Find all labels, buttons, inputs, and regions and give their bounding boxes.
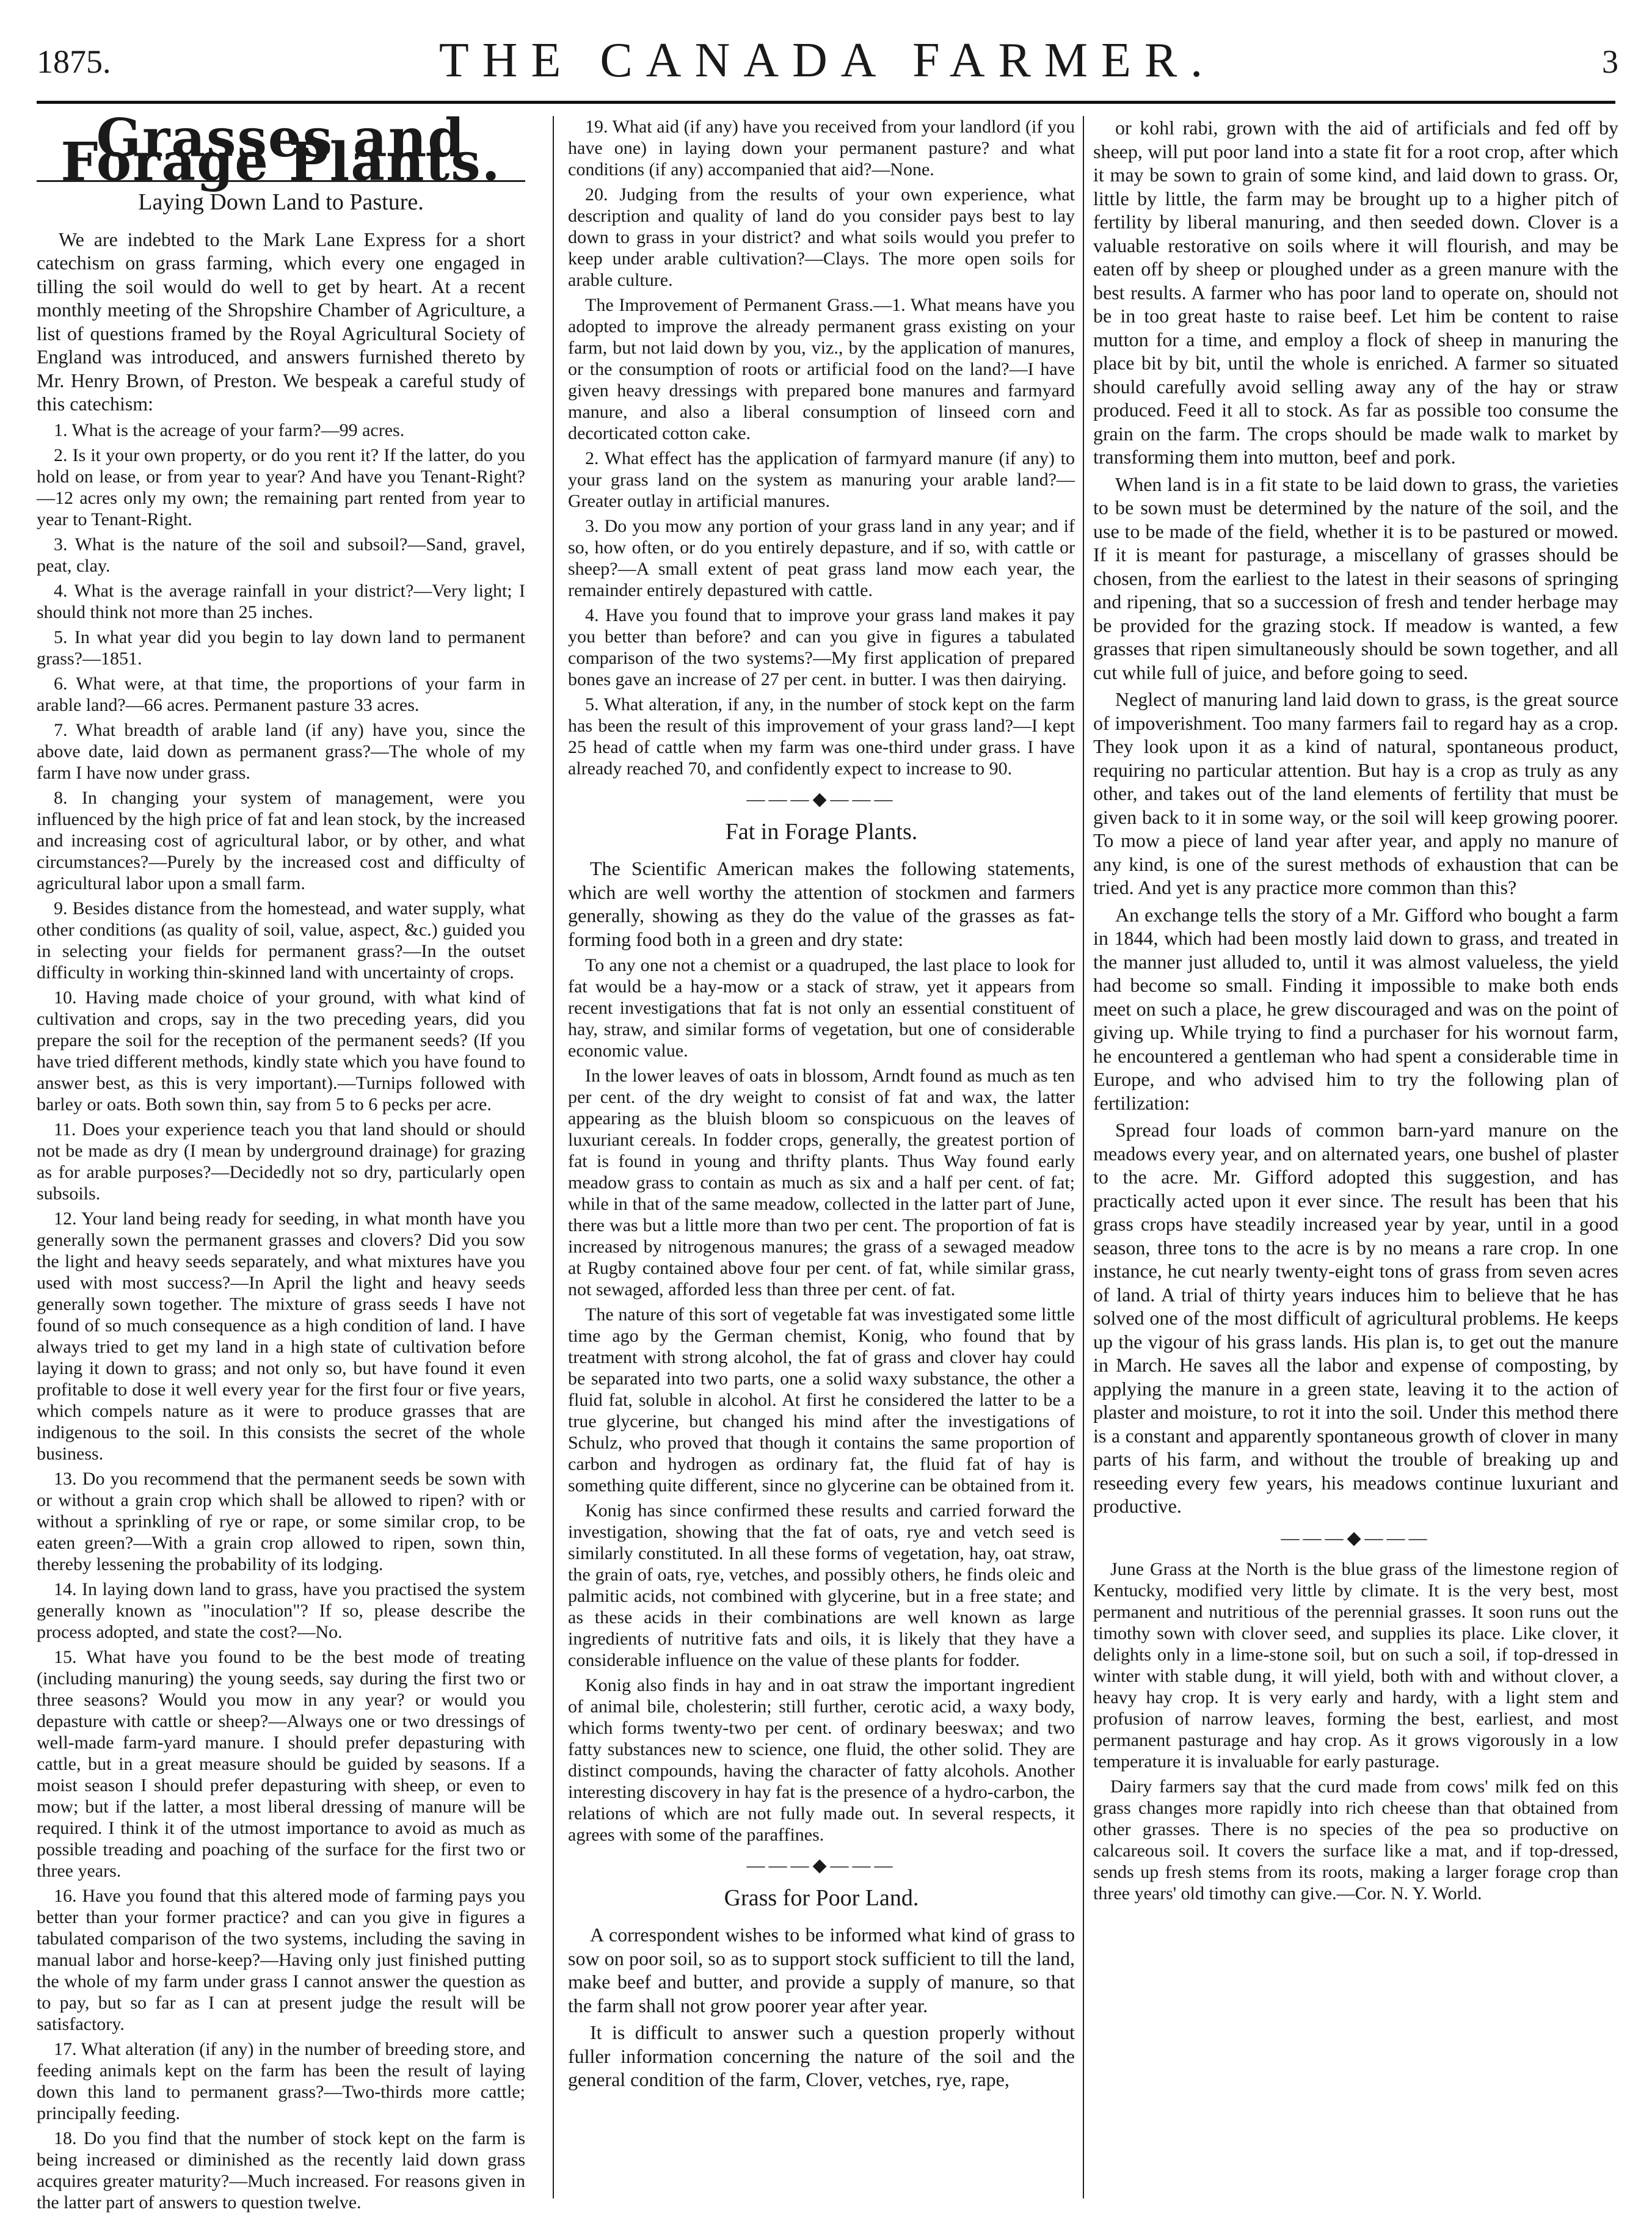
qa-paragraph: The Improvement of Permanent Grass.—1. What means have you adopted to improve the already permanent grass existing on your farm, but not laid down by you, viz., by the application of manures, or the consumption of roots or artificial food on the land?—I have given heavy dressings with prepared bone manures and farmyard manure, and also a liberal consumption of linseed corn and decorticated cotton cake. bbox=[568, 295, 1075, 443]
issue-year: 1875. bbox=[37, 43, 111, 80]
section-title: Grasses and Forage Plants. bbox=[60, 107, 501, 193]
header-rule bbox=[37, 101, 1615, 104]
article-paragraph: or kohl rabi, grown with the aid of artificials and fed off by sheep, will put poor land into a state fit for a root crop, after which it may be sown to grain of some kind, and laid down to grass. Or, little by little, the farm may be brought up to a higher pitch of fertility by liberal manuring, and then seeded down. Clover is a valuable restorative on soils where it will flourish, and may be eaten off by sheep or ploughed under as a green manure with the best results. A farmer who has poor land to operate on, should not be in too great haste to raise beef. Let him be content to raise mutton for a time, and employ a flock of sheep in manuring the place bit by bit, until the whole is enriched. A farmer so situated should carefully avoid selling away any of the hay or straw produced. Feed it all to stock. As far as possible too consume the grain on the farm. The crops should be made walk to market by transforming them into mutton, beef and pork. bbox=[1093, 117, 1618, 468]
qa-paragraph: 3. What is the nature of the soil and subsoil?—Sand, gravel, peat, clay. bbox=[37, 534, 525, 576]
newspaper-title: THE CANADA FARMER. bbox=[438, 34, 1217, 87]
qa-paragraph: 3. Do you mow any portion of your grass land in any year; and if so, how often, or do you entirely depasture, and if so, with cattle or sheep?—A small extent of peat grass land mow each year, the remainder entirely depastured with cattle. bbox=[568, 516, 1075, 600]
qa-paragraph: 18. Do you find that the number of stock kept on the farm is being increased or diminished as the recently laid down grass acquires greater maturity?—Much increased. For reasons given in the latter part of answers to question twelve. bbox=[37, 2128, 525, 2213]
qa-paragraph: 19. What aid (if any) have you received from your landlord (if you have one) in laying down your permanent pasture? and what conditions (if any) accompanied that aid?—None. bbox=[568, 117, 1075, 180]
page-number: 3 bbox=[1602, 43, 1618, 80]
article-paragraph: The nature of this sort of vegetable fat was investigated some little time ago by the German chemist, Konig, who found that by treatment with strong alcohol, the fat of grass and clover hay could be separated into two parts, one a solid waxy substance, the other a fluid fat, soluble in alcohol. At first he considered the latter to be a true glycerine, but changed his mind after the investigations of Schulz, who proved that though it contains the same proportion of carbon and hydrogen as ordinary fat, the fluid fat of hay is something quite different, since no glycerine can be obtained from it. bbox=[568, 1304, 1075, 1496]
article-paragraph: Spread four loads of common barn-yard manure on the meadows every year, and on alternated years, one bushel of plaster to the acre. Mr. Gifford adopted this suggestion, and has practically acted upon it ever since. The result has been that his grass crops have steadily increased year by year, until in a good season, three tons to the acre is by no means a rare crop. In one instance, he cut nearly twenty-eight tons of grass from seven acres of land. A trial of thirty years induces him to believe that he has solved one of the most difficult of agricultural problems. He keeps up the vigour of his grass lands. His plan is, to get out the manure in March. He saves all the labor and expense of composting, by applying the manure in a green state, leaving it to the action of plaster and moisture, to rot it into the soil. Under this method there is a constant and apparently spontaneous growth of clover in many parts of his farm, and without the trouble of breaking up and reseeding every few years, his meadows continue luxuriant and productive. bbox=[1093, 1119, 1618, 1517]
article-title: Laying Down Land to Pasture. bbox=[138, 189, 424, 215]
qa-paragraph: 4. What is the average rainfall in your district?—Very light; I should think not more than 25 inches. bbox=[37, 580, 525, 622]
qa-paragraph: 15. What have you found to be the best mode of treating (including manuring) the young seeds, say during the first two or three seasons? Would you mow in any year? or would you depasture with cattle or sheep?—Always one or two dressings of well-made farm-yard manure. I should prefer depasturing with cattle, but in a great measure should be guided by seasons. If a moist season I should prefer depasturing with sheep, or even to mow; but if the latter, a most liberal dressing of manure will be required. I think it of the utmost importance to avoid as much as possible treading and poaching of the surface for the first two or three years. bbox=[37, 1646, 525, 1881]
qa-paragraph: 4. Have you found that to improve your grass land makes it pay you better than before? and can you give in figures a tabulated comparison of the two systems?—My first application of prepared bones gave an increase of 27 per cent. in butter. I was then dairying. bbox=[568, 605, 1075, 689]
qa-paragraph: 10. Having made choice of your ground, with what kind of cultivation and crops, say in the two preceding years, did you prepare the soil for the reception of the permanent seeds? (If you have tried different methods, kindly state which you have found to answer best, as this is very important).—Turnips followed with barley or oats. Both sown thin, say from 5 to 6 pecks per acre. bbox=[37, 987, 525, 1114]
column-divider bbox=[1083, 116, 1084, 2198]
article-paragraph: In the lower leaves of oats in blossom, Arndt found as much as ten per cent. of the dry weight to consist of fat and wax, the latter appearing as the bluish bloom so conspicuous on the leaves of luxuriant cereals. In fodder crops, generally, the greatest portion of fat is found in young and thrifty plants. Thus Way found early meadow grass to contain as much as six and a half per cent. of fat; while in that of the same meadow, collected in the latter part of June, there was but a little more than two per cent. The proportion of fat is increased by nitrogenous manures; the grass of a sewaged meadow at Rugby contained above four per cent. of fat, while similar grass, not sewaged, afforded less than three per cent. of fat. bbox=[568, 1066, 1075, 1300]
article-paragraph: Konig has since confirmed these results and carried forward the investigation, showing that the fat of oats, rye and vetch seed is similarly constituted. In all these forms of vegetation, hay, oat straw, the grain of oats, rye, vetches, and possibly others, he finds oleic and palmitic acids, not combined with glycerine, but in a free state; and as these acids in their combinations are well known as large ingredients of nutritive fats and oils, it is likely that they have a considerable influence on the value of these plants for fodder. bbox=[568, 1500, 1075, 1670]
article-paragraph: It is difficult to answer such a question properly without fuller information concerning the nature of the soil and the general condition of the farm, Clover, vetches, rye, rape, bbox=[568, 2021, 1075, 2090]
article-paragraph: Konig also finds in hay and in oat straw the important ingredient of animal bile, cholesterin; still further, cerotic acid, a waxy body, which forms twenty-two per cent. of ordinary beeswax; and two fatty substances new to science, one fluid, the other solid. They are distinct compounds, having the character of fatty alcohols. Another interesting discovery in hay fat is the presence of a hydro-carbon, the relations of which are not fully made out. In several respects, it agrees with some of the paraffines. bbox=[568, 1675, 1075, 1845]
article-paragraph: June Grass at the North is the blue grass of the limestone region of Kentucky, modified very little by climate. It is the very best, most permanent and nutritious of the perennial grasses. It soon runs out the timothy sown with clover seed, and supplies its place. Like clover, it delights only in a lime-stone soil, but on such a soil, if top-dressed in winter with stable dung, it will yield, both with and without clover, a heavy hay crop. It is very early and hardy, with a light stem and profusion of narrow leaves, forming the best, earliest, and most permanent pasturage and hay crop. As it grows vigorously in a low temperature it is invaluable for early pasturage. bbox=[1093, 1559, 1618, 1772]
divider-ornament: ———◆——— bbox=[746, 789, 897, 809]
qa-paragraph: 5. What alteration, if any, in the number of stock kept on the farm has been the result of this improvement of your grass land?—I kept 25 head of cattle when my farm was one-third under grass. I have already reached 70, and confidently expect to increase to 90. bbox=[568, 694, 1075, 779]
qa-paragraph: 8. In changing your system of management, were you influenced by the high price of fat and lean stock, by the increased and increasing cost of agricultural labor, or by other, and what circumstances?—Purely by the increased cost and difficulty of agricultural labor upon a small farm. bbox=[37, 787, 525, 893]
article-paragraph: When land is in a fit state to be laid down to grass, the varieties to be sown must be determined by the nature of the soil, and the use to be made of the field, whether it is to be pastured or mowed. If it is meant for pasturage, a miscellany of grasses should be chosen, from the earliest to the latest in their seasons of springing and ripening, that so a succession of fresh and tender herbage may be provided for the grazing stock. If meadow is wanted, a few grasses that ripen simultaneously should be sown together, and all cut while full of juice, and before going to seed. bbox=[1093, 473, 1618, 683]
intro-paragraph: We are indebted to the Mark Lane Express for a short catechism on grass farming, which every one engaged in tilling the soil would do well to get by heart. At a recent monthly meeting of the Shropshire Chamber of Agriculture, a list of questions framed by the Royal Agricultural Society of England was introduced, and answers furnished thereto by Mr. Henry Brown, of Preston. We bespeak a careful study of this catechism: bbox=[37, 228, 525, 415]
qa-paragraph: 14. In laying down land to grass, have you practised the system generally known as "inoculation"? If so, please describe the process adopted, and state the cost?—No. bbox=[37, 1579, 525, 1642]
qa-paragraph: 2. Is it your own property, or do you rent it? If the latter, do you hold on lease, or from year to year? And have you Tenant-Right?—12 acres only my own; the remaining part rented from year to year to Tenant-Right. bbox=[37, 445, 525, 529]
article-paragraph: An exchange tells the story of a Mr. Gifford who bought a farm in 1844, which had been mostly laid down to grass, and treated in the manner just alluded to, until it was almost valueless, the yield had become so small. Finding it impossible to make both ends meet on such a place, he grew discouraged and was on the point of giving up. While trying to find a purchaser for his wornout farm, he encountered a gentleman who had spent a considerable time in Europe, and who advised him to try the following plan of fertilization: bbox=[1093, 903, 1618, 1114]
qa-paragraph: 9. Besides distance from the homestead, and water supply, what other conditions (as quality of soil, value, aspect, &c.) guided you in selecting your fields for permanent grass?—In the outset difficulty in working thin-skinned land with uncertainty of crops. bbox=[37, 898, 525, 983]
qa-paragraph: 7. What breadth of arable land (if any) have you, since the above date, laid down as permanent grass?—The whole of my farm I have now under grass. bbox=[37, 719, 525, 783]
qa-paragraph: 20. Judging from the results of your own experience, what description and quality of land do you consider pays best to lay down to grass in your district? and what soils would you prefer to keep under arable cultivation?—Clays. The more open soils for arable culture. bbox=[568, 184, 1075, 290]
column-2 bbox=[568, 116, 1075, 2095]
qa-paragraph: 16. Have you found that this altered mode of farming pays you better than your former practice? and can you give in figures a tabulated comparison of the two systems, including the saving in manual labor and horse-keep?—Having only just finished putting the whole of my farm under grass I cannot answer the question as to pay, but so far as I can at present judge the result will be satisfactory. bbox=[37, 1885, 525, 2034]
article-paragraph: To any one not a chemist or a quadruped, the last place to look for fat would be a hay-mow or a stack of straw, yet it appears from recent investigations that fat is not only an essential constituent of hay, straw, and similar forms of vegetation, but one of considerable economic value. bbox=[568, 955, 1075, 1061]
divider-ornament: ———◆——— bbox=[1281, 1527, 1431, 1548]
qa-paragraph: 5. In what year did you begin to lay down land to permanent grass?—1851. bbox=[37, 627, 525, 669]
qa-paragraph: 17. What alteration (if any) in the number of breeding store, and feeding animals kept on the farm has been the result of laying down this land to permanent grass?—Two-thirds more cattle; principally feeding. bbox=[37, 2038, 525, 2123]
article-paragraph: A correspondent wishes to be informed what kind of grass to sow on poor soil, so as to support stock sufficient to till the land, make beef and butter, and provide a supply of manure, so that the farm shall not grow poorer year after year. bbox=[568, 1924, 1075, 2016]
masthead bbox=[37, 24, 1618, 104]
article-title: Fat in Forage Plants. bbox=[725, 818, 918, 845]
qa-paragraph: 6. What were, at that time, the proportions of your farm in arable land?—66 acres. Permanent pasture 33 acres. bbox=[37, 673, 525, 715]
column-1 bbox=[37, 107, 525, 2217]
qa-paragraph: 2. What effect has the application of farmyard manure (if any) to your grass land on the system as manuring your arable land?—Greater outlay in artificial manures. bbox=[568, 448, 1075, 511]
article-title: Grass for Poor Land. bbox=[724, 1885, 919, 1911]
column-3 bbox=[1093, 116, 1618, 1908]
divider-ornament: ———◆——— bbox=[746, 1855, 897, 1875]
column-divider bbox=[553, 116, 554, 2198]
qa-paragraph: 1. What is the acreage of your farm?—99 acres. bbox=[54, 420, 405, 440]
qa-paragraph: 13. Do you recommend that the permanent seeds be sown with or without a grain crop which shall be allowed to ripen? with or without a sprinkling of rye or rape, or some similar crop, to be eaten green?—With a grain crop allowed to ripen, sown thin, thereby lessening the probability of its lodging. bbox=[37, 1468, 525, 1574]
article-paragraph: The Scientific American makes the following statements, which are well worthy the attention of stockmen and farmers generally, showing as they do the value of the grasses as fat-forming food both in a green and dry state: bbox=[568, 857, 1075, 950]
qa-paragraph: 12. Your land being ready for seeding, in what month have you generally sown the permanent grasses and clovers? Did you sow the light and heavy seeds separately, and what mixtures have you used with most success?—In April the light and heavy seeds generally sown together. The mixture of grass seeds I have not found of so much consequence as a high condition of land. I have always tried to get my land in a high state of cultivation before laying it down to grass; and not only so, but have found it even profitable to dose it well every year for the first four or five years, which compels nature as it were to produce grasses that are indigenous to the soil. In this consists the secret of the whole business. bbox=[37, 1208, 525, 1464]
qa-paragraph: 11. Does your experience teach you that land should or should not be made as dry (I mean by underground drainage) for grazing as for arable purposes?—Decidedly not so dry, particularly open subsoils. bbox=[37, 1119, 525, 1204]
article-paragraph: Neglect of manuring land laid down to grass, is the great source of impoverishment. Too many farmers fail to regard hay as a crop. They look upon it as a kind of natural, spontaneous product, requiring no particular attention. But hay is a crop as truly as any other, and takes out of the land elements of fertility that must be given back to it in some way, or the soil will keep growing poorer. To mow a piece of land year after year, and apply no manure of any kind, is one of the surest methods of exhaustion that can be tried. And yet is any practice more common than this? bbox=[1093, 688, 1618, 898]
article-paragraph: Dairy farmers say that the curd made from cows' milk fed on this grass changes more rapidly into rich cheese than that obtained from other grasses. There is no species of the pea so productive on calcareous soil. It covers the surface like a mat, and if top-dressed, sends up fresh stems from its roots, making a larger forage crop than three years' old timothy can give.—Cor. N. Y. World. bbox=[1093, 1776, 1618, 1904]
